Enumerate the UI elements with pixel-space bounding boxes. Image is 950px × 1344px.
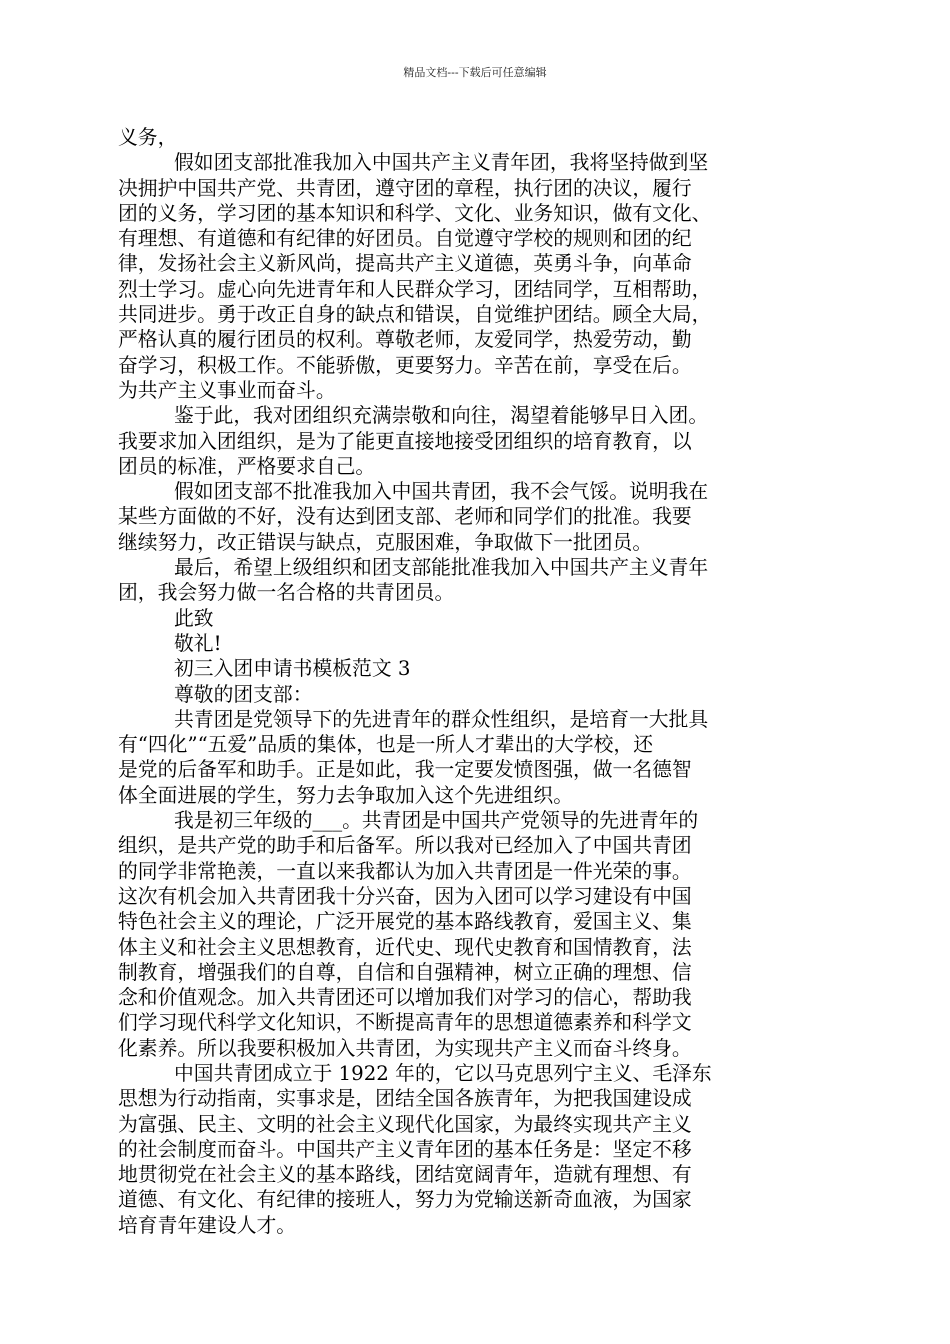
text-line: 有理想、有道德和有纪律的好团员。自觉遵守学校的规则和团的纪 (118, 227, 692, 251)
text-line: 的同学非常艳羡，一直以来我都认为加入共青团是一件光荣的事。 (118, 859, 692, 883)
text-line: 体主义和社会主义思想教育，近代史、现代史教育和国情教育，法 (118, 935, 692, 959)
text-line: 义务， (118, 126, 178, 149)
text-line: 组织，是共产党的助手和后备军。所以我对已经加入了中国共青团 (118, 834, 692, 858)
text-line: 团，我会努力做一名合格的共青团员。 (118, 581, 455, 605)
text-line: 共同进步。勇于改正自身的缺点和错误，自觉维护团结。顾全大局， (118, 303, 712, 327)
text-line: 假如团支部不批准我加入中国共青团，我不会气馁。说明我在 (174, 480, 709, 504)
text-line: 初三入团申请书模板范文 3 (174, 657, 411, 681)
text-line: 某些方面做的不好，没有达到团支部、老师和同学们的批准。我要 (118, 505, 692, 529)
text-line: 制教育，增强我们的自尊，自信和自强精神，树立正确的理想、信 (118, 960, 692, 984)
text-line: 思想为行动指南，实事求是，团结全国各族青年，为把我国建设成 (118, 1087, 692, 1111)
text-line: 地贯彻党在社会主义的基本路线，团结宽阔青年，造就有理想、有 (118, 1163, 692, 1187)
text-line: 特色社会主义的理论，广泛开展党的基本路线教育，爱国主义、集 (118, 910, 692, 934)
text-line: 我是初三年级的___。共青团是中国共产党领导的先进青年的 (174, 809, 699, 833)
text-line: 严格认真的履行团员的权利。尊敬老师，友爱同学，热爱劳动，勤 (118, 328, 692, 352)
text-line: 我要求加入团组织，是为了能更直接地接受团组织的培育教育，以 (118, 429, 692, 453)
text-line: 团的义务，学习团的基本知识和科学、文化、业务知识，做有文化、 (118, 201, 712, 225)
text-line: 念和价值观念。加入共青团还可以增加我们对学习的信心，帮助我 (118, 986, 692, 1010)
text-line: 中国共青团成立于 1922 年的，它以马克思列宁主义、毛泽东 (174, 1061, 712, 1085)
text-line: 是党的后备军和助手。正是如此，我一定要发愤图强，做一名德智 (118, 758, 692, 782)
text-line: 为共产主义事业而奋斗。 (118, 378, 336, 402)
text-line: 决拥护中国共产党、共青团，遵守团的章程，执行团的决议，履行 (118, 176, 692, 200)
text-line: 最后，希望上级组织和团支部能批准我加入中国共产主义青年 (174, 556, 709, 580)
text-line: 尊敬的团支部： (174, 682, 313, 706)
text-line: 的社会制度而奋斗。中国共产主义青年团的基本任务是：坚定不移 (118, 1137, 692, 1161)
text-line: 有“四化”“五爱”品质的集体，也是一所人才辈出的大学校，还 (118, 733, 653, 757)
text-line: 体全面进展的学生，努力去争取加入这个先进组织。 (118, 783, 573, 807)
text-line: 此致 (174, 606, 214, 630)
text-line: 鉴于此，我对团组织充满崇敬和向往，渴望着能够早日入团。 (174, 404, 709, 428)
text-line: 假如团支部批准我加入中国共产主义青年团，我将坚持做到坚 (174, 151, 709, 175)
text-line: 为富强、民主、文明的社会主义现代化国家，为最终实现共产主义 (118, 1112, 692, 1136)
text-line: 敬礼! (174, 631, 222, 655)
text-line: 们学习现代科学文化知识，不断提高青年的思想道德素养和科学文 (118, 1011, 692, 1035)
text-line: 律，发扬社会主义新风尚，提高共产主义道德，英勇斗争，向革命 (118, 252, 692, 276)
text-line: 烈士学习。虚心向先进青年和人民群众学习，团结同学，互相帮助， (118, 277, 712, 301)
text-line: 团员的标准，严格要求自己。 (118, 454, 376, 478)
text-line: 这次有机会加入共青团我十分兴奋，因为入团可以学习建设有中国 (118, 884, 692, 908)
document-body (118, 125, 830, 1238)
page-header: 精品文档---下载后可任意编辑 (403, 66, 547, 79)
text-line: 奋学习，积极工作。不能骄傲，更要努力。辛苦在前，享受在后。 (118, 353, 692, 377)
text-line: 道德、有文化、有纪律的接班人，努力为党输送新奇血液，为国家 (118, 1188, 692, 1212)
text-line: 继续努力，改正错误与缺点，克服困难，争取做下一批团员。 (118, 530, 653, 554)
text-line: 共青团是党领导下的先进青年的群众性组织，是培育一大批具 (174, 707, 709, 731)
text-line: 培育青年建设人才。 (118, 1213, 297, 1237)
text-line: 化素养。所以我要积极加入共青团，为实现共产主义而奋斗终身。 (118, 1036, 692, 1060)
